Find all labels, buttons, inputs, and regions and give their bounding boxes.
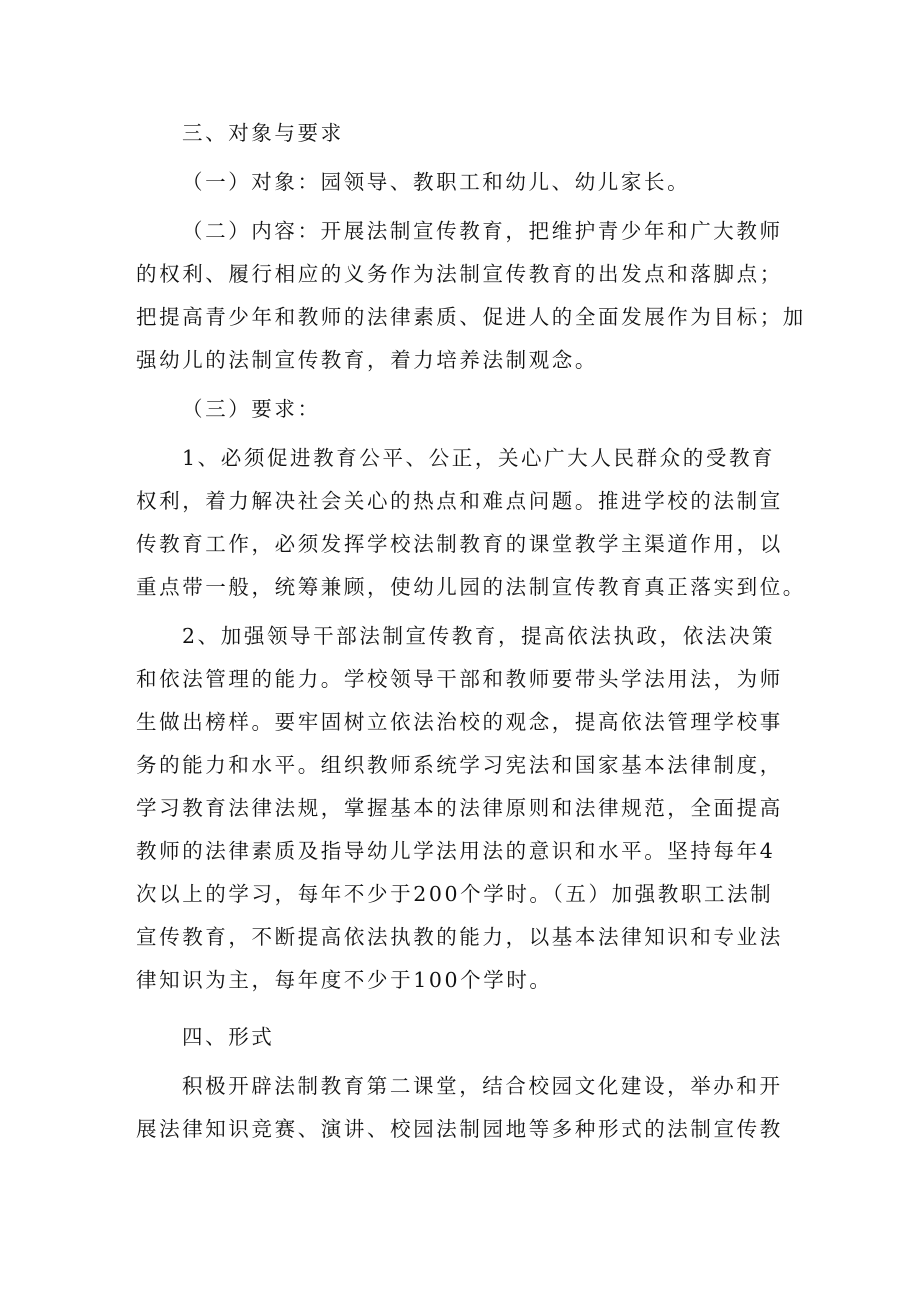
paragraph-line: 宣传教育，不断提高依法执教的能力，以基本法律知识和专业法	[136, 925, 783, 949]
paragraph-line: 传教育工作，必须发挥学校法制教育的课堂教学主渠道作用，以	[136, 532, 783, 556]
paragraph-line: 律知识为主，每年度不少于100个学时。	[136, 968, 553, 992]
paragraph-line: 次以上的学习，每年不少于200个学时。（五）加强教职工法制	[136, 882, 774, 906]
section-3-heading	[136, 112, 796, 155]
paragraph-line: 展法律知识竞赛、演讲、校园法制园地等多种形式的法制宣传教	[136, 1117, 783, 1141]
paragraph-line: 权利，着力解决社会关心的热点和难点问题。推进学校的法制宣	[136, 489, 783, 513]
paragraph-line: 生做出榜样。要牢固树立依法治校的观念，提高依法管理学校事	[136, 710, 783, 734]
paragraph-line: 强幼儿的法制宣传教育，着力培养法制观念。	[136, 348, 598, 372]
item-3-heading	[136, 388, 796, 431]
item-1-paragraph	[136, 161, 796, 204]
paragraph-line: （一）对象：园领导、教职工和幼儿、幼儿家长。	[182, 170, 691, 194]
item-2-paragraph	[136, 210, 806, 382]
paragraph-line: （三）要求：	[182, 397, 321, 421]
paragraph-line: 重点带一般，统筹兼顾，使幼儿园的法制宣传教育真正落实到位。	[136, 575, 806, 599]
paragraph-line: 2、加强领导干部法制宣传教育，提高依法执政，依法决策	[182, 624, 776, 648]
paragraph-line: 和依法管理的能力。学校领导干部和教师要带头学法用法，为师	[136, 667, 783, 691]
paragraph-line: （二）内容：开展法制宣传教育，把维护青少年和广大教师	[182, 219, 783, 243]
paragraph-line: 积极开辟法制教育第二课堂，结合校园文化建设，举办和开	[182, 1074, 783, 1098]
section-4-paragraph	[136, 1065, 796, 1151]
paragraph-line: 学习教育法律法规，掌握基本的法律原则和法律规范，全面提高	[136, 796, 783, 820]
document-page	[136, 112, 806, 1151]
heading-text: 四、形式	[182, 1025, 275, 1049]
section-4-heading	[136, 1016, 796, 1059]
paragraph-line: 1、必须促进教育公平、公正，关心广大人民群众的受教育	[182, 446, 776, 470]
requirement-1-paragraph	[136, 437, 806, 609]
paragraph-line: 教师的法律素质及指导幼儿学法用法的意识和水平。坚持每年4	[136, 839, 776, 863]
paragraph-line: 的权利、履行相应的义务作为法制宣传教育的出发点和落脚点；	[136, 262, 783, 286]
paragraph-line: 务的能力和水平。组织教师系统学习宪法和国家基本法律制度，	[136, 753, 783, 777]
requirement-2-paragraph	[136, 615, 796, 1002]
heading-text: 三、对象与要求	[182, 121, 344, 145]
paragraph-line: 把提高青少年和教师的法律素质、促进人的全面发展作为目标；加	[136, 305, 806, 329]
